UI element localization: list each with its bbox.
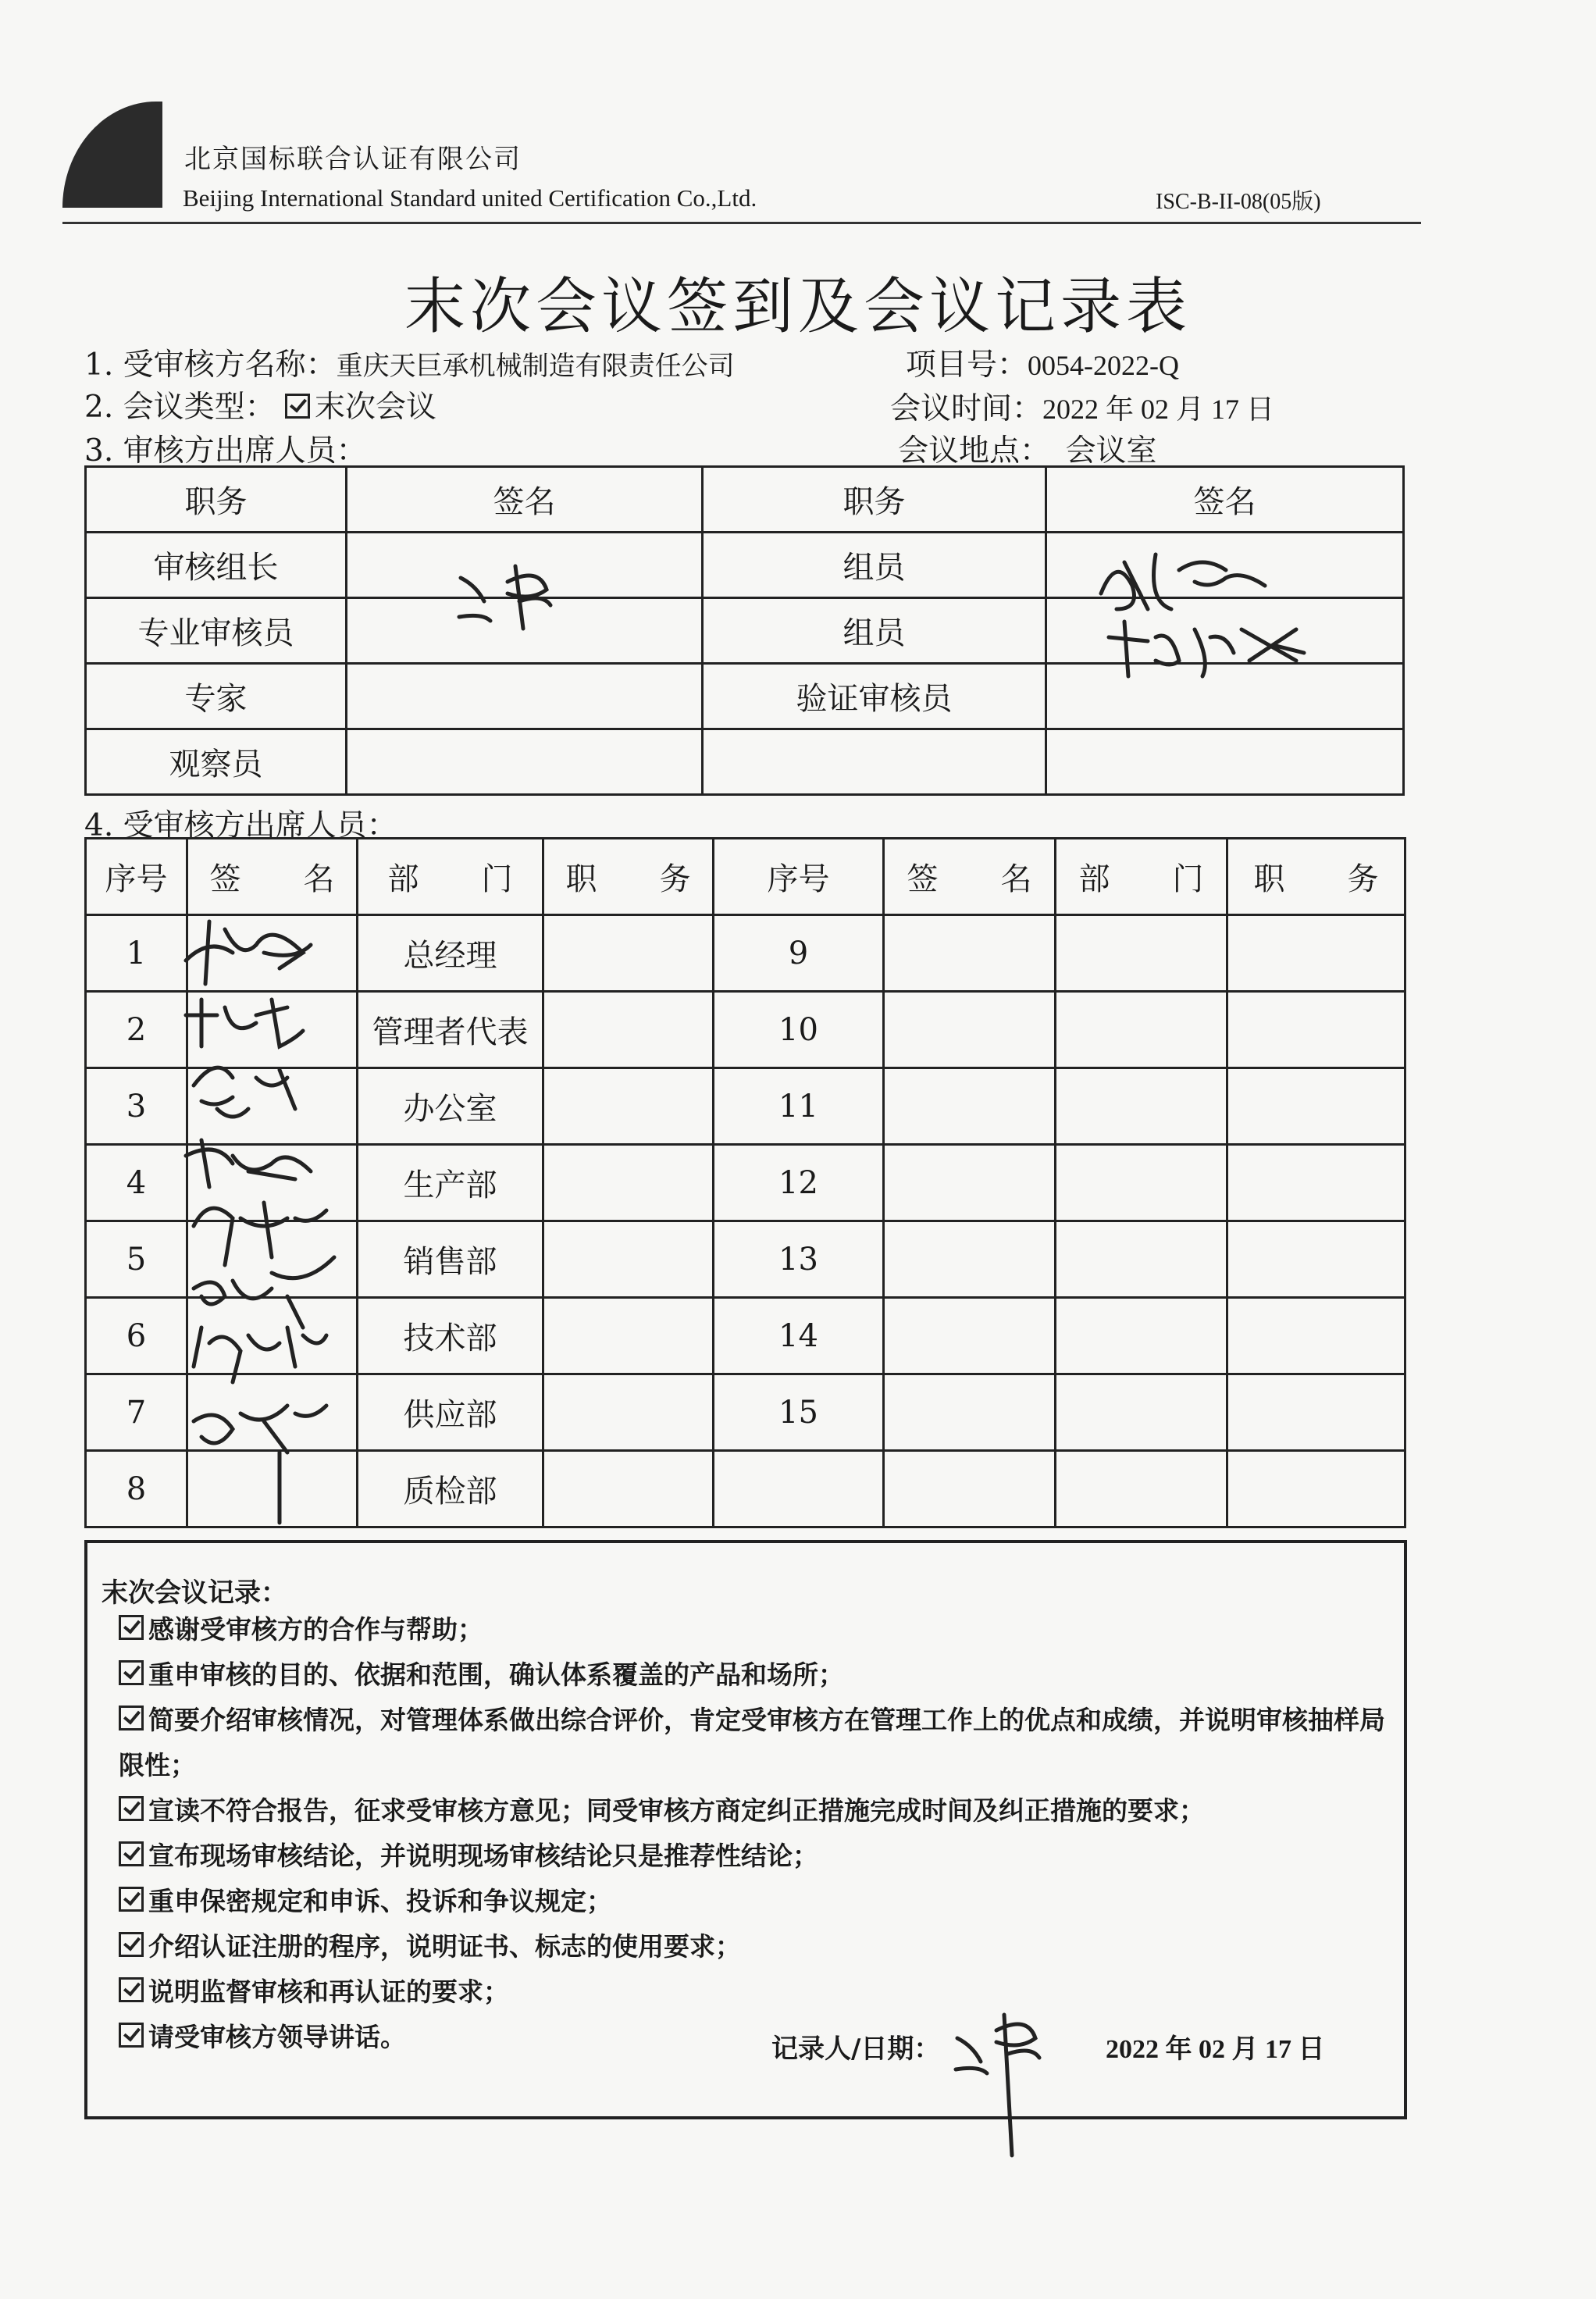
signature-cell[interactable] [1046, 664, 1404, 729]
seq-cell: 14 [714, 1298, 884, 1374]
department-cell: 管理者代表 [358, 992, 543, 1068]
role-cell: 专家 [86, 664, 347, 729]
signature-cell[interactable] [347, 664, 703, 729]
auditor-row [86, 533, 1404, 598]
signature-cell[interactable] [347, 533, 703, 598]
note-checkbox[interactable] [119, 2023, 144, 2048]
signature-cell[interactable] [187, 1068, 358, 1145]
auditee-name: 重庆天巨承机械制造有限责任公司 [336, 351, 735, 382]
attendee-row [86, 1145, 1405, 1221]
position-cell [1227, 1145, 1405, 1221]
attendee-row [86, 1298, 1405, 1374]
role-cell [703, 729, 1046, 795]
note-text: 重申审核的目的、依据和范围，确认体系覆盖的产品和场所； [148, 1659, 844, 1690]
project-number: 0054-2022-Q [1028, 350, 1179, 381]
signature-cell[interactable] [187, 1221, 358, 1298]
signature-cell[interactable] [884, 1068, 1056, 1145]
header-signature: 签名 [347, 467, 703, 533]
header-department: 部 门 [358, 839, 543, 915]
form-code: ISC-B-II-08(05版) [1156, 190, 1321, 214]
note-text: 介绍认证注册的程序，说明证书、标志的使用要求； [148, 1931, 741, 1962]
seq-cell: 2 [86, 992, 187, 1068]
role-cell: 组员 [703, 533, 1046, 598]
note-checkbox[interactable] [119, 1706, 144, 1730]
seq-cell: 15 [714, 1374, 884, 1451]
department-cell [1056, 992, 1227, 1068]
note-item [119, 1652, 1391, 1698]
seq-cell: 3 [86, 1068, 187, 1145]
seq-cell: 11 [714, 1068, 884, 1145]
attendee-row [86, 1068, 1405, 1145]
position-cell [543, 915, 714, 992]
note-item [119, 1879, 1391, 1924]
header-role: 职务 [703, 467, 1046, 533]
note-item [119, 1788, 1391, 1834]
position-cell [543, 1221, 714, 1298]
note-text: 说明监督审核和再认证的要求； [148, 1976, 509, 2007]
role-cell: 专业审核员 [86, 598, 347, 664]
note-text: 感谢受审核方的合作与帮助； [148, 1614, 483, 1645]
department-cell [1056, 1068, 1227, 1145]
department-cell [1056, 1145, 1227, 1221]
department-cell: 销售部 [358, 1221, 543, 1298]
department-cell: 技术部 [358, 1298, 543, 1374]
header-divider [62, 222, 1421, 224]
location-row [898, 426, 1157, 470]
signature-cell[interactable] [884, 1298, 1056, 1374]
department-cell [1056, 1298, 1227, 1374]
seq-cell: 4 [86, 1145, 187, 1221]
signature-cell[interactable] [884, 1374, 1056, 1451]
signature-cell[interactable] [187, 1374, 358, 1451]
auditee-section-label: 4. 受审核方出席人员： [84, 808, 397, 843]
seq-cell: 1 [86, 915, 187, 992]
position-cell [1227, 992, 1405, 1068]
note-checkbox[interactable] [119, 1887, 144, 1912]
note-checkbox[interactable] [119, 1977, 144, 2002]
signature-cell[interactable] [187, 1145, 358, 1221]
attendee-table [84, 837, 1406, 1528]
note-checkbox[interactable] [119, 1796, 144, 1821]
signature-cell[interactable] [187, 1298, 358, 1374]
role-cell: 观察员 [86, 729, 347, 795]
signature-cell[interactable] [1046, 729, 1404, 795]
company-name-en: Beijing International Standard united Certification Co.,Ltd. [183, 184, 757, 212]
note-text: 请受审核方领导讲话。 [148, 2022, 406, 2052]
location-label: 会议地点： [898, 433, 1035, 469]
role-cell: 组员 [703, 598, 1046, 664]
recorder-label: 记录人/日期： [771, 2033, 941, 2065]
attendee-row [86, 1374, 1405, 1451]
meeting-time-value: 2022 年 02 月 17 日 [1042, 394, 1275, 425]
recorder-date: 2022 年 02 月 17 日 [1106, 2035, 1325, 2064]
header-seq: 序号 [714, 839, 884, 915]
position-cell [1227, 1221, 1405, 1298]
position-cell [1227, 1068, 1405, 1145]
signature-cell[interactable] [347, 598, 703, 664]
note-text: 宣读不符合报告，征求受审核方意见；同受审核方商定纠正措施完成时间及纠正措施的要求； [148, 1795, 1205, 1826]
auditee-label: 1. 受审核方名称： [84, 348, 337, 383]
signature-cell[interactable] [884, 915, 1056, 992]
role-cell: 审核组长 [86, 533, 347, 598]
position-cell [1227, 915, 1405, 992]
note-item [119, 1607, 1391, 1652]
attendee-table-header [86, 839, 1405, 915]
attendee-row [86, 915, 1405, 992]
auditee-name-row [84, 340, 735, 384]
note-item [119, 1969, 1391, 2015]
header-department: 部 门 [1056, 839, 1227, 915]
meeting-type-row [84, 383, 436, 426]
note-checkbox[interactable] [119, 1660, 144, 1685]
note-text: 宣布现场审核结论，并说明现场审核结论只是推荐性结论； [148, 1841, 818, 1871]
note-checkbox[interactable] [119, 1841, 144, 1866]
project-label: 项目号： [906, 348, 1028, 383]
note-text: 简要介绍审核情况，对管理体系做出综合评价，肯定受审核方在管理工作上的优点和成绩，并说明审核抽样局限性； [119, 1705, 1385, 1780]
position-cell [543, 1451, 714, 1527]
department-cell [1056, 1221, 1227, 1298]
signature-cell[interactable] [884, 1221, 1056, 1298]
company-logo [62, 102, 162, 208]
signature-cell[interactable] [187, 992, 358, 1068]
location-value: 会议室 [1065, 433, 1157, 469]
seq-cell: 10 [714, 992, 884, 1068]
seq-cell: 12 [714, 1145, 884, 1221]
role-cell: 验证审核员 [703, 664, 1046, 729]
signature-cell[interactable] [884, 1451, 1056, 1527]
note-checkbox[interactable] [119, 1932, 144, 1957]
signature-cell[interactable] [884, 1145, 1056, 1221]
header-signature: 签 名 [187, 839, 358, 915]
position-cell [1227, 1451, 1405, 1527]
header-position: 职 务 [1227, 839, 1405, 915]
seq-cell [714, 1451, 884, 1527]
signature-cell[interactable] [187, 1451, 358, 1527]
auditor-section-label: 3. 审核方出席人员： [84, 433, 367, 469]
header-seq: 序号 [86, 839, 187, 915]
signature-cell[interactable] [1046, 533, 1404, 598]
attendee-row [86, 992, 1405, 1068]
signature-cell[interactable] [187, 915, 358, 992]
meeting-time-label: 会议时间： [890, 391, 1043, 426]
meeting-time-row [890, 384, 1274, 428]
note-item [119, 1924, 1391, 1969]
meeting-type-checkbox[interactable] [285, 394, 310, 419]
signature-cell[interactable] [1046, 598, 1404, 664]
position-cell [543, 1298, 714, 1374]
seq-cell: 8 [86, 1451, 187, 1527]
meeting-type-label: 2. 会议类型： [84, 390, 276, 425]
seq-cell: 5 [86, 1221, 187, 1298]
department-cell [1056, 1374, 1227, 1451]
note-item [119, 1834, 1391, 1879]
header-signature: 签名 [1046, 467, 1404, 533]
header-signature: 签 名 [884, 839, 1056, 915]
position-cell [543, 992, 714, 1068]
position-cell [1227, 1298, 1405, 1374]
auditor-row [86, 598, 1404, 664]
signature-cell[interactable] [884, 992, 1056, 1068]
notes-title: 末次会议记录： [102, 1577, 287, 1609]
attendee-row [86, 1451, 1405, 1527]
project-row [906, 340, 1179, 384]
header-position: 职 务 [543, 839, 714, 915]
position-cell [543, 1145, 714, 1221]
auditor-table-header [86, 467, 1404, 533]
seq-cell: 9 [714, 915, 884, 992]
header-role: 职务 [86, 467, 347, 533]
auditor-row [86, 729, 1404, 795]
note-item [119, 1698, 1391, 1788]
department-cell [1056, 1451, 1227, 1527]
company-name-cn: 北京国标联合认证有限公司 [184, 144, 522, 175]
position-cell [543, 1374, 714, 1451]
department-cell [1056, 915, 1227, 992]
department-cell: 质检部 [358, 1451, 543, 1527]
signature-cell[interactable] [347, 729, 703, 795]
note-checkbox[interactable] [119, 1615, 144, 1640]
position-cell [1227, 1374, 1405, 1451]
department-cell: 总经理 [358, 915, 543, 992]
seq-cell: 6 [86, 1298, 187, 1374]
department-cell: 办公室 [358, 1068, 543, 1145]
department-cell: 供应部 [358, 1374, 543, 1451]
page-title: 末次会议签到及会议记录表 [404, 272, 1192, 342]
attendee-row [86, 1221, 1405, 1298]
meeting-type-value: 末次会议 [315, 390, 437, 425]
auditor-table [84, 465, 1405, 796]
position-cell [543, 1068, 714, 1145]
department-cell: 生产部 [358, 1145, 543, 1221]
auditor-row [86, 664, 1404, 729]
seq-cell: 7 [86, 1374, 187, 1451]
seq-cell: 13 [714, 1221, 884, 1298]
note-text: 重申保密规定和申诉、投诉和争议规定； [148, 1886, 612, 1916]
